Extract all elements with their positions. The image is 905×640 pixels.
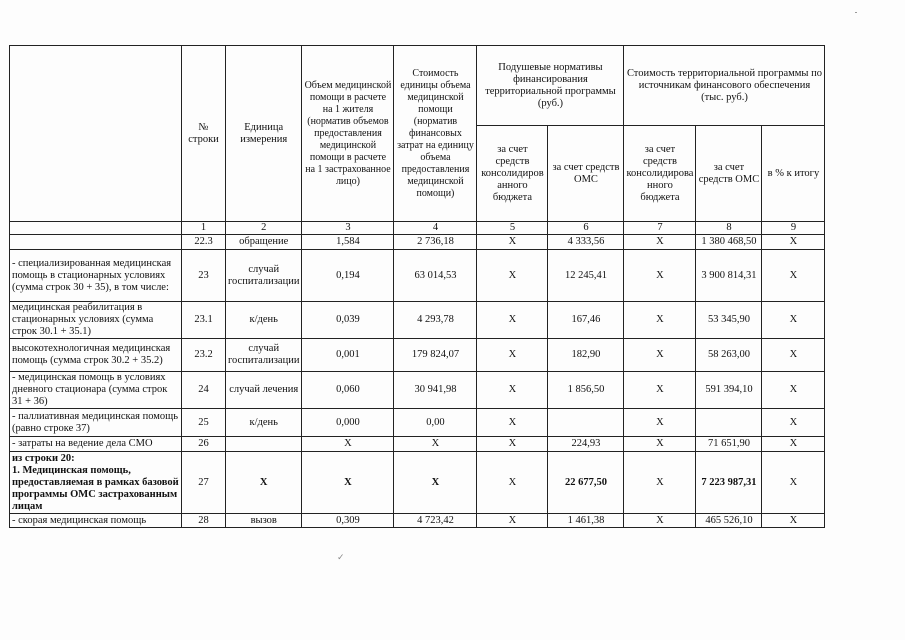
row-volume: 0,000 — [302, 409, 394, 437]
row-cost-oms: 465 526,10 — [696, 514, 762, 528]
row-name: - медицинская помощь в условиях дневного стационара (сумма строк 31 + 36) — [10, 372, 182, 409]
header-cost-percent: в % к итогу — [762, 126, 825, 222]
row-unit: к/день — [226, 409, 302, 437]
column-number: 2 — [226, 222, 302, 235]
row-unit-cost: X — [394, 437, 477, 452]
row-unit-cost: 4 723,42 — [394, 514, 477, 528]
row-number: 24 — [182, 372, 226, 409]
row-percapita-budget: X — [477, 250, 548, 302]
row-cost-budget: X — [624, 452, 696, 514]
row-unit-cost: 0,00 — [394, 409, 477, 437]
row-unit: случай госпитализации — [226, 250, 302, 302]
row-percapita-oms: 224,93 — [548, 437, 624, 452]
row-unit — [226, 437, 302, 452]
row-name: из строки 20: 1. Медицинская помощь, предоставляемая в рамках базовой программы ОМС застрахованным лицам — [10, 452, 182, 514]
row-cost-oms — [696, 409, 762, 437]
row-cost-percent: X — [762, 339, 825, 372]
row-name: - скорая медицинская помощь — [10, 514, 182, 528]
table-row — [10, 372, 825, 409]
row-number: 22.3 — [182, 235, 226, 250]
table-row — [10, 339, 825, 372]
row-number: 27 — [182, 452, 226, 514]
row-unit-cost: 30 941,98 — [394, 372, 477, 409]
row-percapita-oms: 167,46 — [548, 302, 624, 339]
row-cost-budget: X — [624, 514, 696, 528]
row-cost-budget: X — [624, 437, 696, 452]
row-name: медицинская реабилитация в стационарных условиях (сумма строк 30.1 + 35.1) — [10, 302, 182, 339]
row-percapita-oms: 22 677,50 — [548, 452, 624, 514]
row-number: 23 — [182, 250, 226, 302]
row-number: 23.1 — [182, 302, 226, 339]
row-unit: обращение — [226, 235, 302, 250]
header-per-capita-oms: за счет средств ОМС — [548, 126, 624, 222]
column-numbers-row — [10, 222, 825, 235]
table-row — [10, 235, 825, 250]
row-volume: 0,194 — [302, 250, 394, 302]
row-name: - паллиативная медицинская помощь (равно строке 37) — [10, 409, 182, 437]
row-cost-oms: 1 380 468,50 — [696, 235, 762, 250]
row-number: 26 — [182, 437, 226, 452]
row-percapita-oms: 12 245,41 — [548, 250, 624, 302]
row-percapita-budget: X — [477, 339, 548, 372]
header-per-capita-group: Подушевые нормативы финансирования территориальной программы (руб.) — [477, 46, 624, 126]
row-cost-budget: X — [624, 250, 696, 302]
row-volume: 0,060 — [302, 372, 394, 409]
row-cost-percent: X — [762, 302, 825, 339]
row-unit-cost: X — [394, 452, 477, 514]
header-volume: Объем медицинской помощи в расчете на 1 жителя (норматив объемов предоставления медицинской помощи в расчете на 1 застрахованное лицо) — [302, 46, 394, 222]
column-number: 9 — [762, 222, 825, 235]
financing-table — [9, 45, 825, 528]
row-cost-percent: X — [762, 250, 825, 302]
header-cost-oms: за счет средств ОМС — [696, 126, 762, 222]
row-percapita-budget: X — [477, 235, 548, 250]
row-unit-cost: 179 824,07 — [394, 339, 477, 372]
row-unit: X — [226, 452, 302, 514]
row-cost-percent: X — [762, 437, 825, 452]
row-unit: к/день — [226, 302, 302, 339]
row-cost-percent: X — [762, 514, 825, 528]
row-cost-percent: X — [762, 372, 825, 409]
column-number: 7 — [624, 222, 696, 235]
table-row — [10, 452, 825, 514]
row-cost-percent: X — [762, 235, 825, 250]
table-row — [10, 514, 825, 528]
scan-speck — [855, 12, 857, 13]
pencil-mark: ✓ — [337, 552, 345, 562]
header-name-cell — [10, 46, 182, 222]
table-row — [10, 409, 825, 437]
row-unit: вызов — [226, 514, 302, 528]
header-per-capita-budget: за счет средств консолидиров анного бюджета — [477, 126, 548, 222]
row-percapita-budget: X — [477, 437, 548, 452]
header-cost-budget: за счет средств консолидирова нного бюджета — [624, 126, 696, 222]
row-unit-cost: 63 014,53 — [394, 250, 477, 302]
row-number: 28 — [182, 514, 226, 528]
row-cost-oms: 3 900 814,31 — [696, 250, 762, 302]
column-number: 1 — [182, 222, 226, 235]
row-unit: случай госпитализации — [226, 339, 302, 372]
row-cost-oms: 53 345,90 — [696, 302, 762, 339]
row-percapita-oms: 4 333,56 — [548, 235, 624, 250]
header-unit-cost: Стоимость единицы объема медицинской помощи (норматив финансовых затрат на единицу объема предоставления медицинской помощи) — [394, 46, 477, 222]
column-number — [10, 222, 182, 235]
row-cost-budget: X — [624, 409, 696, 437]
row-name: высокотехнологичная медицинская помощь (сумма строк 30.2 + 35.2) — [10, 339, 182, 372]
column-number: 6 — [548, 222, 624, 235]
row-volume: X — [302, 437, 394, 452]
row-cost-oms: 7 223 987,31 — [696, 452, 762, 514]
column-number: 3 — [302, 222, 394, 235]
row-percapita-oms — [548, 409, 624, 437]
row-volume: X — [302, 452, 394, 514]
table-row — [10, 302, 825, 339]
row-cost-budget: X — [624, 235, 696, 250]
table-row — [10, 250, 825, 302]
row-cost-percent: X — [762, 452, 825, 514]
row-volume: 1,584 — [302, 235, 394, 250]
header-unit: Единица измерения — [226, 46, 302, 222]
column-number: 8 — [696, 222, 762, 235]
row-cost-oms: 71 651,90 — [696, 437, 762, 452]
row-unit-cost: 4 293,78 — [394, 302, 477, 339]
row-cost-oms: 591 394,10 — [696, 372, 762, 409]
table-row — [10, 437, 825, 452]
row-percapita-budget: X — [477, 514, 548, 528]
row-volume: 0,001 — [302, 339, 394, 372]
row-number: 23.2 — [182, 339, 226, 372]
row-percapita-budget: X — [477, 452, 548, 514]
row-unit-cost: 2 736,18 — [394, 235, 477, 250]
row-percapita-budget: X — [477, 372, 548, 409]
row-percapita-oms: 1 461,38 — [548, 514, 624, 528]
row-cost-oms: 58 263,00 — [696, 339, 762, 372]
row-unit: случай лечения — [226, 372, 302, 409]
row-percapita-budget: X — [477, 302, 548, 339]
header-row-number: № строки — [182, 46, 226, 222]
row-percapita-oms: 182,90 — [548, 339, 624, 372]
row-name: - специализированная медицинская помощь в стационарных условиях (сумма строк 30 + 35), в том числе: — [10, 250, 182, 302]
row-percapita-budget: X — [477, 409, 548, 437]
row-volume: 0,309 — [302, 514, 394, 528]
row-percapita-oms: 1 856,50 — [548, 372, 624, 409]
column-number: 4 — [394, 222, 477, 235]
header-program-cost-group: Стоимость территориальной программы по источникам финансового обеспечения (тыс. руб.) — [624, 46, 825, 126]
row-cost-budget: X — [624, 339, 696, 372]
row-name: - затраты на ведение дела СМО — [10, 437, 182, 452]
row-name — [10, 235, 182, 250]
row-cost-percent: X — [762, 409, 825, 437]
row-volume: 0,039 — [302, 302, 394, 339]
column-number: 5 — [477, 222, 548, 235]
row-cost-budget: X — [624, 302, 696, 339]
row-number: 25 — [182, 409, 226, 437]
row-cost-budget: X — [624, 372, 696, 409]
